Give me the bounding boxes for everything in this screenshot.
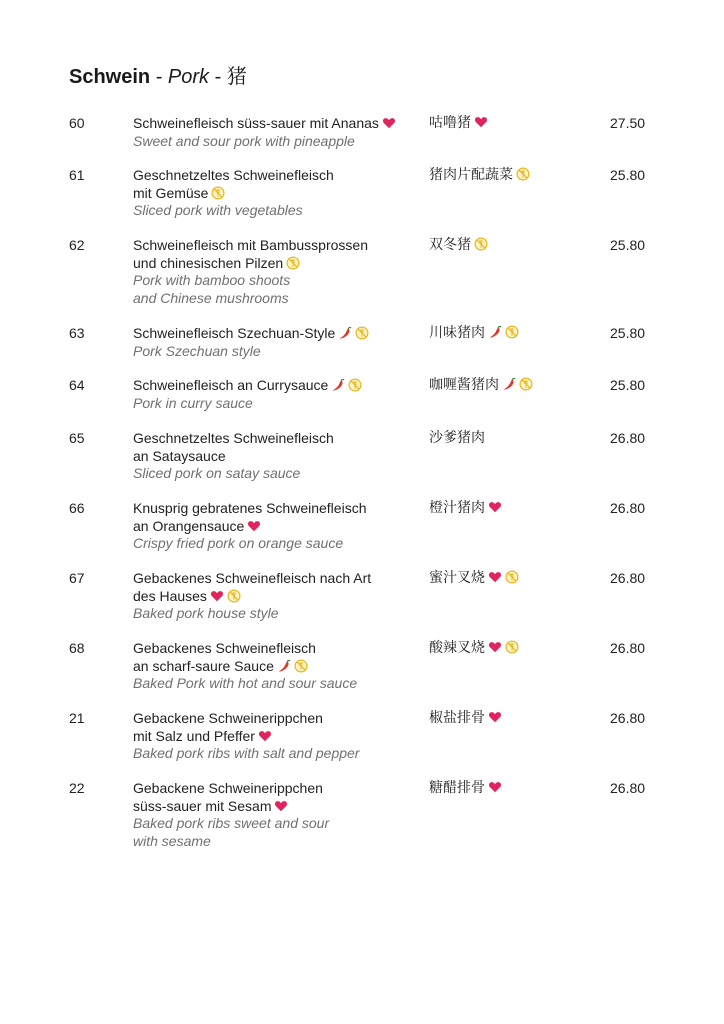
item-name-zh-text: 咕噜猪	[429, 115, 471, 131]
item-number: 22	[69, 780, 85, 796]
item-number: 68	[69, 640, 85, 656]
item-name-en-line: Sliced pork on satay sauce	[133, 465, 301, 481]
no-gluten-icon	[211, 186, 225, 200]
item-name-zh	[429, 570, 519, 588]
item-name-zh-text: 咖喱酱猪肉	[429, 377, 499, 393]
item-name-zh-text: 川味猪肉	[429, 325, 485, 341]
item-price: 26.80	[610, 430, 646, 446]
item-name-de-text: Schweinefleisch Szechuan-Style	[133, 325, 336, 341]
heart-icon	[258, 729, 272, 743]
item-number: 63	[69, 325, 85, 341]
item-name-de-text: Geschnetzeltes Schweinefleisch	[133, 167, 334, 183]
item-number: 60	[69, 115, 85, 131]
section-title-de: Schwein	[69, 66, 151, 88]
item-name-de-text: an scharf-saure Sauce	[133, 657, 274, 674]
item-description	[133, 430, 423, 483]
item-name-en-line: Baked pork house style	[133, 605, 279, 621]
heart-icon	[488, 640, 502, 654]
heart-icon	[382, 116, 396, 130]
item-description	[133, 710, 423, 763]
item-name-de-line	[133, 255, 423, 273]
item-name-de-text: Schweinefleisch an Currysauce	[133, 377, 329, 393]
item-name-zh	[429, 167, 530, 185]
item-name-zh	[429, 780, 502, 798]
chili-icon	[488, 325, 502, 339]
heart-icon	[488, 780, 502, 794]
item-name-zh	[429, 710, 502, 728]
item-name-de-text: Geschnetzeltes Schweinefleisch	[133, 430, 334, 446]
heart-icon	[488, 570, 502, 584]
heart-icon	[488, 710, 502, 724]
item-name-zh-text: 橙汁猪肉	[429, 500, 485, 516]
item-price: 25.80	[610, 237, 646, 253]
item-price: 26.80	[610, 500, 646, 516]
item-name-en-line: Crispy fried pork on orange sauce	[133, 535, 344, 551]
item-number: 21	[69, 710, 85, 726]
section-title-en: Pork	[167, 66, 210, 88]
item-name-zh	[429, 430, 485, 448]
item-name-de-text: Knusprig gebratenes Schweinefleisch	[133, 500, 367, 516]
item-name-de-line	[133, 518, 423, 536]
chili-icon	[338, 326, 352, 340]
item-name-de-line	[133, 570, 423, 588]
item-name-en-line: Baked Pork with hot and sour sauce	[133, 675, 358, 691]
item-number: 67	[69, 570, 85, 586]
section-title	[69, 60, 247, 89]
item-price: 26.80	[610, 640, 646, 656]
item-name-de-line	[133, 710, 423, 728]
item-price: 26.80	[610, 570, 646, 586]
item-number: 62	[69, 237, 85, 253]
item-name-en-line: and Chinese mushrooms	[133, 289, 289, 306]
item-name-de-text: Gebackene Schweinerippchen	[133, 710, 323, 726]
item-name-de-text: süss-sauer mit Sesam	[133, 797, 272, 814]
item-name-zh-text: 双冬猪	[429, 237, 471, 253]
item-name-en-line: Baked pork ribs sweet and sour	[133, 815, 330, 831]
item-name-de-line	[133, 640, 423, 658]
item-description	[133, 115, 423, 150]
item-name-zh-text: 蜜汁叉烧	[429, 570, 485, 586]
heart-icon	[274, 799, 288, 813]
item-name-zh	[429, 500, 502, 518]
item-name-de-line	[133, 237, 423, 255]
item-name-zh	[429, 325, 519, 343]
no-gluten-icon	[516, 167, 530, 181]
item-number: 64	[69, 377, 85, 393]
item-name-en-line: Pork with bamboo shoots	[133, 272, 291, 288]
item-price: 26.80	[610, 710, 646, 726]
item-name-de-text: Gebackenes Schweinefleisch nach Art	[133, 570, 372, 586]
item-name-de-text: und chinesischen Pilzen	[133, 254, 284, 271]
item-name-zh	[429, 377, 533, 395]
item-name-zh	[429, 115, 488, 133]
no-gluten-icon	[519, 377, 533, 391]
item-name-de-line	[133, 780, 423, 798]
heart-icon	[474, 115, 488, 129]
no-gluten-icon	[294, 659, 308, 673]
item-name-de-text: Schweinefleisch mit Bambussprossen	[133, 237, 368, 253]
heart-icon	[247, 519, 261, 533]
no-gluten-icon	[348, 378, 362, 392]
no-gluten-icon	[474, 237, 488, 251]
item-name-de-line	[133, 500, 423, 518]
item-name-en-line: Pork in curry sauce	[133, 394, 253, 411]
item-name-en-line: Baked pork ribs with salt and pepper	[133, 745, 360, 761]
no-gluten-icon	[286, 256, 300, 270]
item-name-de-line	[133, 115, 423, 133]
item-number: 66	[69, 500, 85, 516]
item-description	[133, 500, 423, 553]
item-name-de-line	[133, 798, 423, 816]
item-description	[133, 167, 423, 220]
item-description	[133, 570, 423, 623]
item-name-de-line	[133, 167, 423, 185]
item-name-de-text: mit Gemüse	[133, 184, 209, 201]
item-name-de-text: Gebackene Schweinerippchen	[133, 780, 323, 796]
item-name-de-line	[133, 728, 423, 746]
item-number: 61	[69, 167, 85, 183]
no-gluten-icon	[227, 589, 241, 603]
item-name-de-line	[133, 430, 423, 448]
item-description	[133, 640, 423, 693]
item-price: 25.80	[610, 325, 646, 341]
item-name-de-line	[133, 658, 423, 676]
item-name-de-line	[133, 377, 423, 395]
item-name-de-text: des Hauses	[133, 587, 207, 604]
section-title-zh: 猪	[226, 66, 247, 88]
chili-icon	[277, 659, 291, 673]
item-name-en-line: with sesame	[133, 832, 211, 849]
item-name-de-text: Schweinefleisch süss-sauer mit Ananas	[133, 115, 379, 131]
item-name-de-line	[133, 325, 423, 343]
item-description	[133, 377, 423, 412]
item-name-zh-text: 沙爹猪肉	[429, 430, 485, 446]
item-name-en-line: Sweet and sour pork with pineapple	[133, 132, 355, 149]
item-name-de-text: Gebackenes Schweinefleisch	[133, 640, 316, 656]
heart-icon	[488, 500, 502, 514]
section-title-separator: -	[209, 66, 227, 88]
item-name-zh-text: 猪肉片配蔬菜	[429, 167, 513, 183]
item-name-de-line	[133, 185, 423, 203]
chili-icon	[502, 377, 516, 391]
item-name-de-text: an Orangensauce	[133, 517, 245, 534]
item-name-en-line: Pork Szechuan style	[133, 342, 261, 359]
item-description	[133, 780, 423, 850]
chili-icon	[331, 378, 345, 392]
item-price: 25.80	[610, 377, 646, 393]
item-description	[133, 237, 423, 307]
item-price: 26.80	[610, 780, 646, 796]
no-gluten-icon	[505, 570, 519, 584]
item-description	[133, 325, 423, 360]
item-name-de-text: an Sataysauce	[133, 447, 226, 464]
item-name-zh-text: 酸辣叉烧	[429, 640, 485, 656]
no-gluten-icon	[355, 326, 369, 340]
heart-icon	[210, 589, 224, 603]
item-name-zh	[429, 237, 488, 255]
item-name-zh	[429, 640, 519, 658]
item-name-de-line	[133, 448, 423, 466]
no-gluten-icon	[505, 325, 519, 339]
item-number: 65	[69, 430, 85, 446]
item-name-zh-text: 糖醋排骨	[429, 780, 485, 796]
item-price: 25.80	[610, 167, 646, 183]
no-gluten-icon	[505, 640, 519, 654]
item-price: 27.50	[610, 115, 646, 131]
item-name-en-line: Sliced pork with vegetables	[133, 202, 303, 218]
item-name-de-text: mit Salz und Pfeffer	[133, 727, 255, 744]
section-title-separator: -	[150, 66, 168, 88]
item-name-zh-text: 椒盐排骨	[429, 710, 485, 726]
item-name-de-line	[133, 588, 423, 606]
